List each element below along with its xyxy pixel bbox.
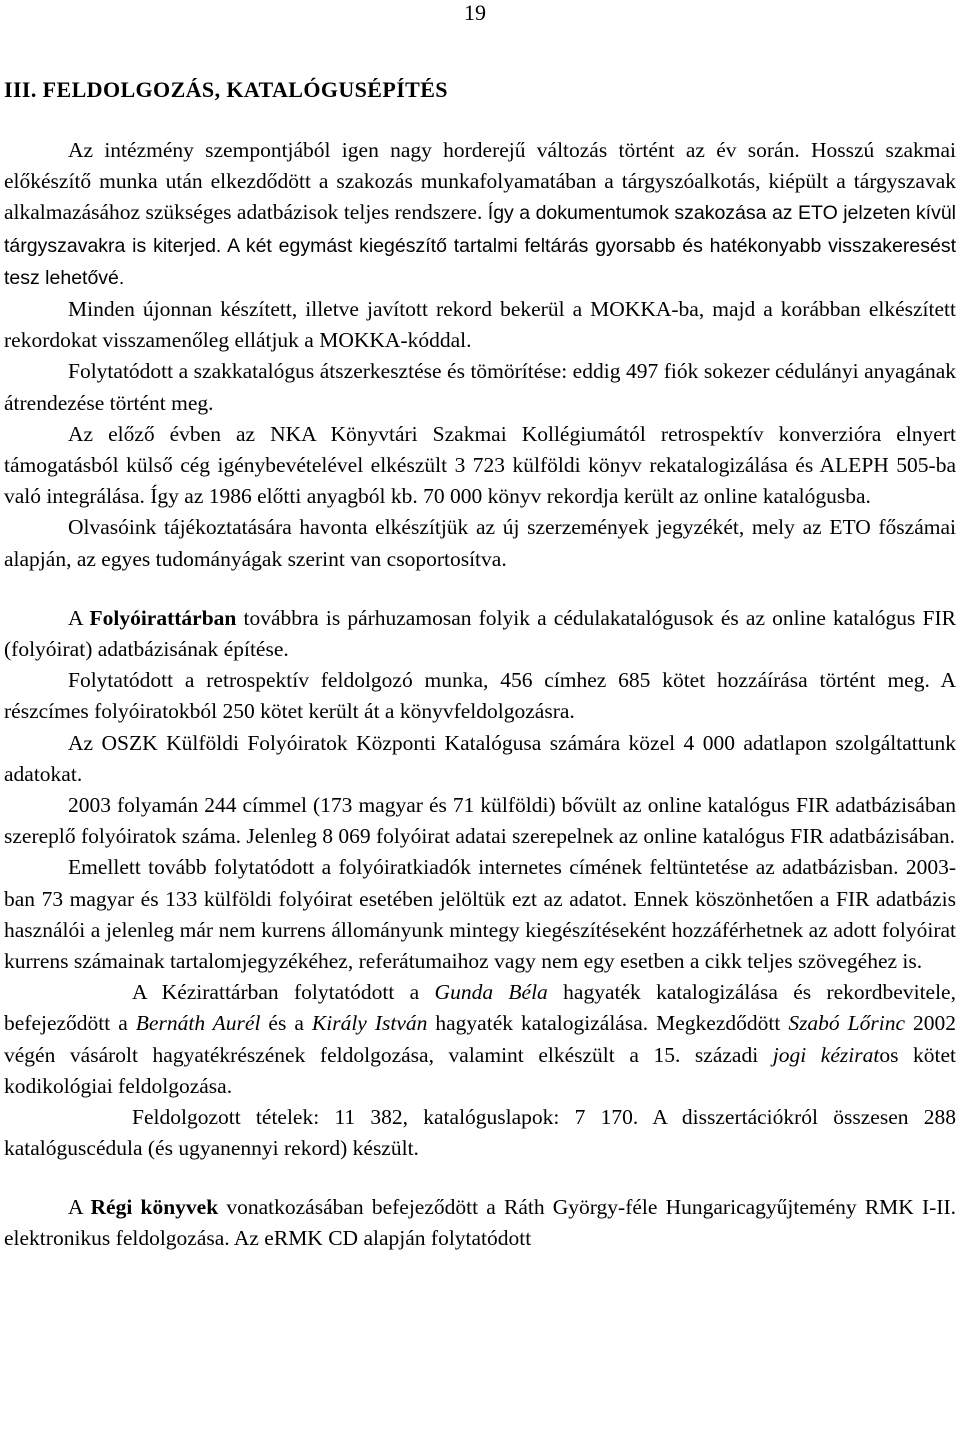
section-heading: III. FELDOLGOZÁS, KATALÓGUSÉPÍTÉS [4,77,448,102]
paragraph-3: Folytatódott a szakkatalógus átszerkesztése és tömörítése: eddig 497 fiók sokezer cédulányi anyagának átrendezése történt meg. [4,359,956,415]
p11-italic-2: Bernáth Aurél [135,1011,261,1036]
paragraph-7: Folytatódott a retrospektív feldolgozó munka, 456 címhez 685 kötet hozzáírása történt meg. A részcímes folyóiratokból 250 kötet került át a könyvfeldolgozásra. [4,668,956,724]
regi-konyvek-term: Régi könyvek [90,1194,219,1219]
p11-italic-4: Szabó Lőrinc [788,1011,906,1036]
paragraph-1-sans-text: Így a dokumentumok szakozása az ETO jelzeten kívül tárgyszavakra is kiterjed. A két egymást kiegészítő tartalmi feltárás gyorsabb és hatékonyabb visszakeresést tesz lehetővé. [4,202,956,289]
p11-italic-1: Gunda Béla [434,980,548,1005]
p11-text-4: hagyaték katalogizálása. Megkezdődött [427,1011,789,1036]
paragraph-13-text-b: vonatkozásában befejeződött a Ráth György-féle Hungaricagyűjtemény RMK I-II. elektronikus feldolgozása. Az eRMK CD alapján folytatódott [4,1194,957,1250]
p11-text-2: hagyaték katalogizálása és rekordbevitele, befejeződött a [4,980,956,1036]
folyoirattar-term: Folyóirattárban [89,605,237,630]
paragraph-11 [4,977,956,1102]
p11-text-6: os kötet kodikológiai feldolgozása. [4,1042,956,1098]
paragraph-13-text-a: A [68,1194,91,1219]
paragraph-6-text-b: továbbra is párhuzamosan folyik a cédulakatalógusok és az online katalógus FIR (folyóirat) adatbázisának építése. [4,605,956,662]
paragraph-6-text-a: A [68,605,90,630]
paragraph-2: Minden újonnan készített, illetve javított rekord bekerül a MOKKA-ba, majd a korábban elkészített rekordokat visszamenőleg ellátjuk a MOKKA-kóddal. [4,297,956,353]
paragraph-8: Az OSZK Külföldi Folyóiratok Központi Katalógusa számára közel 4 000 adatlapon szolgáltattunk adatokat. [4,730,956,786]
paragraph-1 [4,135,956,294]
p11-text-5: 2002 végén vásárolt hagyatékrészének feldolgozása, valamint elkészült a 15. századi [4,1011,957,1067]
paragraph-13 [4,1192,956,1254]
p11-italic-5: jogi kézirat [772,1042,880,1067]
paragraph-4: Az előző évben az NKA Könyvtári Szakmai Kollégiumától retrospektív konverzióra elnyert támogatásból külső cég igénybevételével elkészült 3 723 külföldi könyv rekatalogizálása és ALEPH 505-ba való integrálása. Így az 1986 előtti anyagból kb. 70 000 könyv rekordja került az online katalógusba. [4,421,956,509]
document-body [4,135,956,1254]
paragraph-12: Feldolgozott tételek: 11 382, katalóguslapok: 7 170. A disszertációkról összesen 288 katalóguscédula (és ugyanennyi rekord) készült. [4,1105,956,1161]
page-number: 19 [464,0,486,25]
p11-italic-3: Király István [311,1011,428,1036]
p11-text-3: és a [260,1011,312,1036]
paragraph-6 [4,603,956,665]
paragraph-5: Olvasóink tájékoztatására havonta elkészítjük az új szerzemények jegyzékét, mely az ETO főszámai alapján, az egyes tudományágak szerint van csoportosítva. [4,515,956,571]
paragraph-1-text: Az intézmény szempontjából igen nagy horderejű változás történt az év során. Hosszú szakmai előkészítő munka után elkezdődött a szakozás munkafolyamatában a tárgyszóalkotás, kiépült a tárgyszavak alkalmazásához szükséges adatbázisok teljes rendszere. [4,138,956,225]
p11-text-1: A Kézirattárban folytatódott a [132,980,435,1005]
paragraph-9: 2003 folyamán 244 címmel (173 magyar és 71 külföldi) bővült az online katalógus FIR adatbázisában szereplő folyóiratok száma. Jelenleg 8 069 folyóirat adatai szerepelnek az online katalógus FIR adatbázisában. [4,793,956,849]
paragraph-10: Emellett tovább folytatódott a folyóiratkiadók internetes címének feltüntetése az adatbázisban. 2003-ban 73 magyar és 133 külföldi folyóirat esetében jelöltük ezt az adatot. Ennek köszönhetően a FIR adatbázis használói a jelenleg már nem kurrens állományunk mintegy kiegészítéseként hozzáférhetnek az adott folyóirat kurrens számainak tartalomjegyzékéhez, referátumaihoz vagy nem egy esetben a cikk teljes szövegéhez is. [4,855,956,974]
paragraph-gap [4,575,956,603]
paragraph-gap-2 [4,1165,956,1192]
